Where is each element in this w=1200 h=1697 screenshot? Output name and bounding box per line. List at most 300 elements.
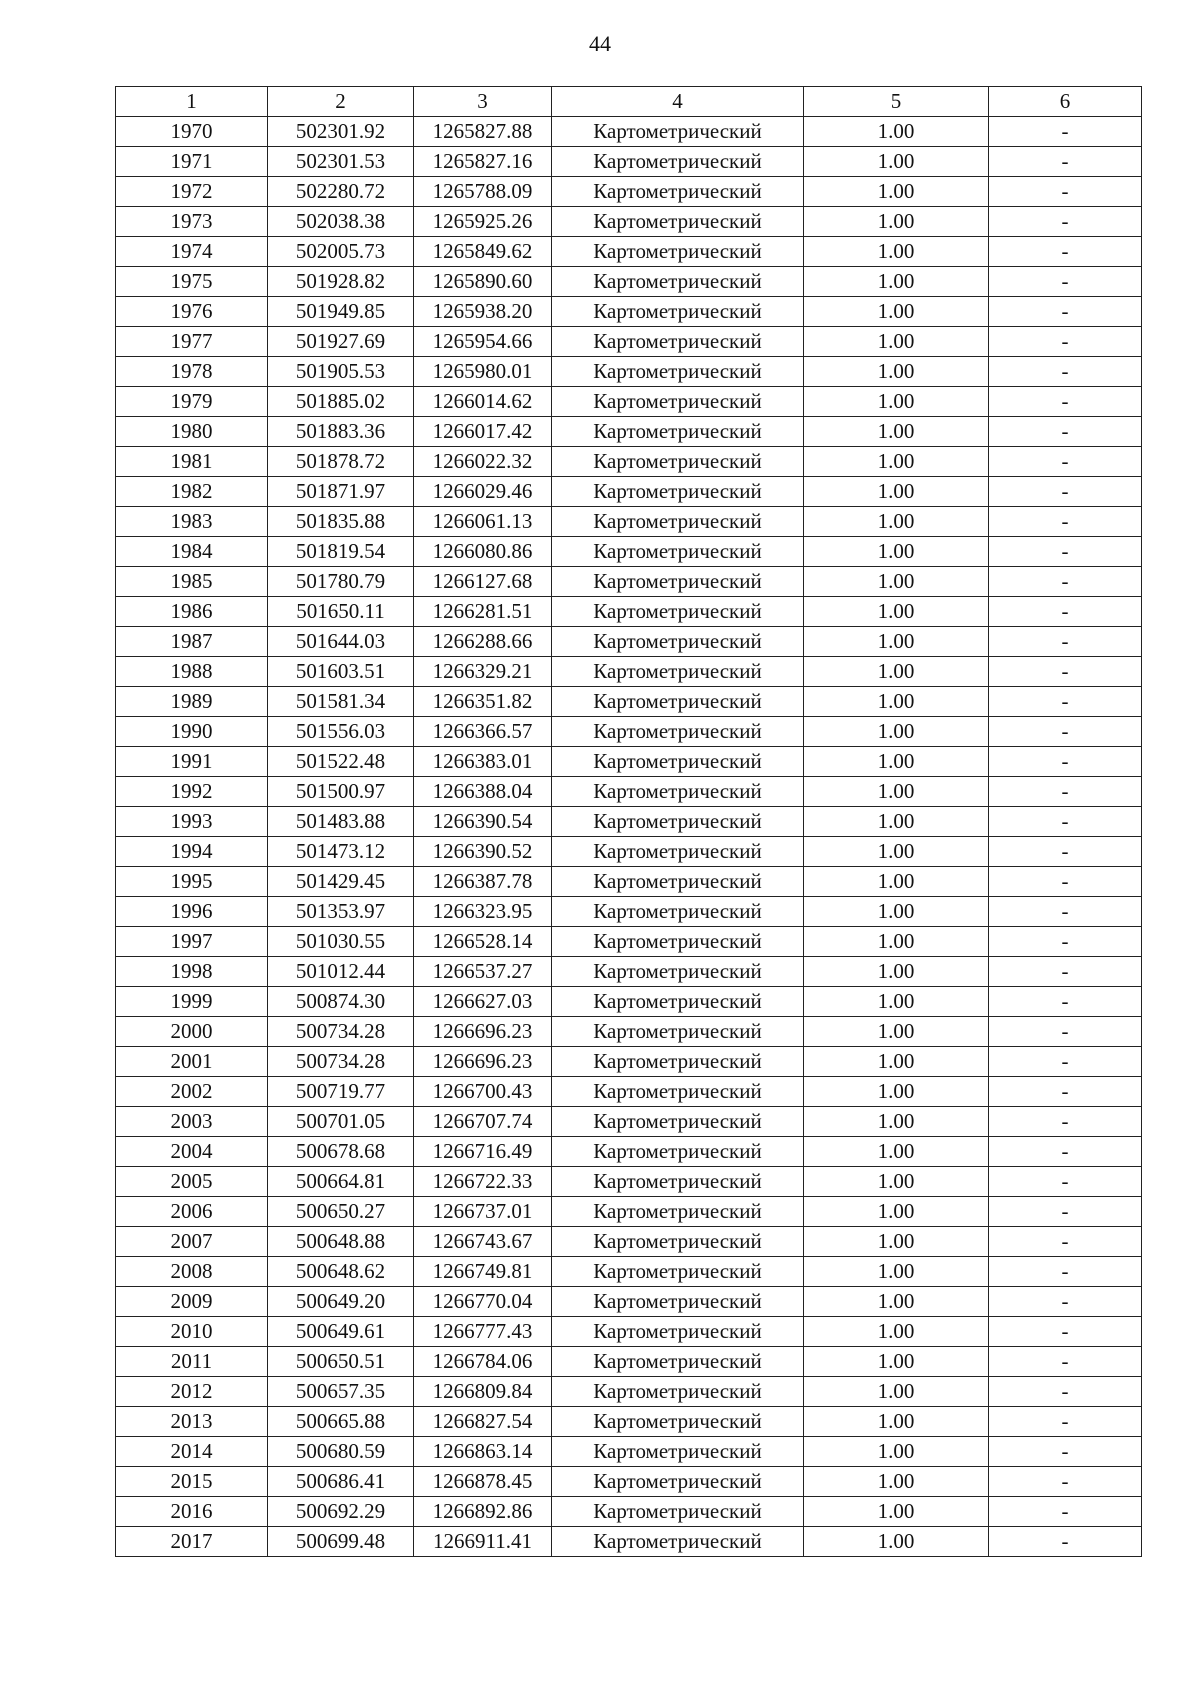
table-row xyxy=(116,117,1142,147)
y-coordinate-cell: 1266029.46 xyxy=(414,477,552,507)
x-coordinate-cell: 500692.29 xyxy=(268,1497,414,1527)
note-cell: - xyxy=(989,897,1142,927)
method-cell: Картометрический xyxy=(552,1167,804,1197)
page-number: 44 xyxy=(589,31,611,56)
header-cell: 1 xyxy=(116,87,268,117)
x-coordinate-cell: 502005.73 xyxy=(268,237,414,267)
note-cell: - xyxy=(989,177,1142,207)
method-cell: Картометрический xyxy=(552,1377,804,1407)
method-cell: Картометрический xyxy=(552,1407,804,1437)
note-cell: - xyxy=(989,657,1142,687)
x-coordinate-cell: 501483.88 xyxy=(268,807,414,837)
note-cell: - xyxy=(989,1377,1142,1407)
x-coordinate-cell: 500680.59 xyxy=(268,1437,414,1467)
accuracy-cell: 1.00 xyxy=(804,1017,989,1047)
table-row xyxy=(116,1527,1142,1557)
point-number-cell: 2016 xyxy=(116,1497,268,1527)
point-number-cell: 2003 xyxy=(116,1107,268,1137)
point-number-cell: 2002 xyxy=(116,1077,268,1107)
table-header-row xyxy=(116,87,1142,117)
y-coordinate-cell: 1266696.23 xyxy=(414,1017,552,1047)
method-cell: Картометрический xyxy=(552,117,804,147)
note-cell: - xyxy=(989,267,1142,297)
point-number-cell: 2013 xyxy=(116,1407,268,1437)
accuracy-cell: 1.00 xyxy=(804,747,989,777)
x-coordinate-cell: 500678.68 xyxy=(268,1137,414,1167)
table-row xyxy=(116,177,1142,207)
table-row xyxy=(116,507,1142,537)
accuracy-cell: 1.00 xyxy=(804,657,989,687)
accuracy-cell: 1.00 xyxy=(804,207,989,237)
x-coordinate-cell: 500664.81 xyxy=(268,1167,414,1197)
method-cell: Картометрический xyxy=(552,147,804,177)
point-number-cell: 2008 xyxy=(116,1257,268,1287)
y-coordinate-cell: 1265788.09 xyxy=(414,177,552,207)
accuracy-cell: 1.00 xyxy=(804,927,989,957)
y-coordinate-cell: 1266878.45 xyxy=(414,1467,552,1497)
y-coordinate-cell: 1266707.74 xyxy=(414,1107,552,1137)
note-cell: - xyxy=(989,687,1142,717)
method-cell: Картометрический xyxy=(552,1497,804,1527)
y-coordinate-cell: 1266911.41 xyxy=(414,1527,552,1557)
y-coordinate-cell: 1266329.21 xyxy=(414,657,552,687)
y-coordinate-cell: 1265938.20 xyxy=(414,297,552,327)
table-row xyxy=(116,327,1142,357)
method-cell: Картометрический xyxy=(552,747,804,777)
note-cell: - xyxy=(989,327,1142,357)
x-coordinate-cell: 501835.88 xyxy=(268,507,414,537)
x-coordinate-cell: 500734.28 xyxy=(268,1047,414,1077)
table-row xyxy=(116,987,1142,1017)
point-number-cell: 1986 xyxy=(116,597,268,627)
x-coordinate-cell: 501556.03 xyxy=(268,717,414,747)
accuracy-cell: 1.00 xyxy=(804,957,989,987)
y-coordinate-cell: 1266863.14 xyxy=(414,1437,552,1467)
y-coordinate-cell: 1266784.06 xyxy=(414,1347,552,1377)
accuracy-cell: 1.00 xyxy=(804,477,989,507)
method-cell: Картометрический xyxy=(552,1527,804,1557)
accuracy-cell: 1.00 xyxy=(804,1407,989,1437)
table-row xyxy=(116,867,1142,897)
x-coordinate-cell: 501878.72 xyxy=(268,447,414,477)
header-cell: 4 xyxy=(552,87,804,117)
point-number-cell: 1983 xyxy=(116,507,268,537)
x-coordinate-cell: 501885.02 xyxy=(268,387,414,417)
method-cell: Картометрический xyxy=(552,897,804,927)
note-cell: - xyxy=(989,567,1142,597)
point-number-cell: 1971 xyxy=(116,147,268,177)
table-row xyxy=(116,1407,1142,1437)
y-coordinate-cell: 1265849.62 xyxy=(414,237,552,267)
y-coordinate-cell: 1266696.23 xyxy=(414,1047,552,1077)
x-coordinate-cell: 500665.88 xyxy=(268,1407,414,1437)
note-cell: - xyxy=(989,717,1142,747)
x-coordinate-cell: 500650.27 xyxy=(268,1197,414,1227)
note-cell: - xyxy=(989,537,1142,567)
note-cell: - xyxy=(989,297,1142,327)
x-coordinate-cell: 500649.61 xyxy=(268,1317,414,1347)
note-cell: - xyxy=(989,1137,1142,1167)
accuracy-cell: 1.00 xyxy=(804,1497,989,1527)
accuracy-cell: 1.00 xyxy=(804,267,989,297)
table-row xyxy=(116,1467,1142,1497)
y-coordinate-cell: 1266777.43 xyxy=(414,1317,552,1347)
y-coordinate-cell: 1266749.81 xyxy=(414,1257,552,1287)
header-cell: 6 xyxy=(989,87,1142,117)
point-number-cell: 2004 xyxy=(116,1137,268,1167)
point-number-cell: 2012 xyxy=(116,1377,268,1407)
x-coordinate-cell: 502301.92 xyxy=(268,117,414,147)
table-row xyxy=(116,1077,1142,1107)
x-coordinate-cell: 500699.48 xyxy=(268,1527,414,1557)
note-cell: - xyxy=(989,1077,1142,1107)
y-coordinate-cell: 1266388.04 xyxy=(414,777,552,807)
accuracy-cell: 1.00 xyxy=(804,507,989,537)
method-cell: Картометрический xyxy=(552,927,804,957)
table-row xyxy=(116,1257,1142,1287)
x-coordinate-cell: 502280.72 xyxy=(268,177,414,207)
x-coordinate-cell: 501030.55 xyxy=(268,927,414,957)
x-coordinate-cell: 500701.05 xyxy=(268,1107,414,1137)
y-coordinate-cell: 1265890.60 xyxy=(414,267,552,297)
table-row xyxy=(116,1107,1142,1137)
point-number-cell: 1975 xyxy=(116,267,268,297)
point-number-cell: 1972 xyxy=(116,177,268,207)
table-row xyxy=(116,387,1142,417)
point-number-cell: 1996 xyxy=(116,897,268,927)
accuracy-cell: 1.00 xyxy=(804,1137,989,1167)
table-row xyxy=(116,597,1142,627)
point-number-cell: 1970 xyxy=(116,117,268,147)
note-cell: - xyxy=(989,807,1142,837)
note-cell: - xyxy=(989,627,1142,657)
accuracy-cell: 1.00 xyxy=(804,1167,989,1197)
point-number-cell: 2011 xyxy=(116,1347,268,1377)
method-cell: Картометрический xyxy=(552,1467,804,1497)
y-coordinate-cell: 1265827.16 xyxy=(414,147,552,177)
table-row xyxy=(116,717,1142,747)
y-coordinate-cell: 1266127.68 xyxy=(414,567,552,597)
method-cell: Картометрический xyxy=(552,1137,804,1167)
y-coordinate-cell: 1266390.52 xyxy=(414,837,552,867)
method-cell: Картометрический xyxy=(552,1437,804,1467)
point-number-cell: 1979 xyxy=(116,387,268,417)
y-coordinate-cell: 1266892.86 xyxy=(414,1497,552,1527)
note-cell: - xyxy=(989,207,1142,237)
point-number-cell: 1978 xyxy=(116,357,268,387)
accuracy-cell: 1.00 xyxy=(804,327,989,357)
note-cell: - xyxy=(989,987,1142,1017)
table-row xyxy=(116,837,1142,867)
note-cell: - xyxy=(989,147,1142,177)
x-coordinate-cell: 501905.53 xyxy=(268,357,414,387)
table-row xyxy=(116,627,1142,657)
table-row xyxy=(116,1167,1142,1197)
x-coordinate-cell: 500648.88 xyxy=(268,1227,414,1257)
y-coordinate-cell: 1266537.27 xyxy=(414,957,552,987)
method-cell: Картометрический xyxy=(552,297,804,327)
accuracy-cell: 1.00 xyxy=(804,537,989,567)
method-cell: Картометрический xyxy=(552,597,804,627)
point-number-cell: 2001 xyxy=(116,1047,268,1077)
accuracy-cell: 1.00 xyxy=(804,627,989,657)
note-cell: - xyxy=(989,477,1142,507)
table-row xyxy=(116,417,1142,447)
method-cell: Картометрический xyxy=(552,207,804,237)
header-cell: 2 xyxy=(268,87,414,117)
note-cell: - xyxy=(989,777,1142,807)
note-cell: - xyxy=(989,1287,1142,1317)
y-coordinate-cell: 1265980.01 xyxy=(414,357,552,387)
accuracy-cell: 1.00 xyxy=(804,1257,989,1287)
point-number-cell: 1988 xyxy=(116,657,268,687)
method-cell: Картометрический xyxy=(552,1317,804,1347)
point-number-cell: 2007 xyxy=(116,1227,268,1257)
method-cell: Картометрический xyxy=(552,687,804,717)
x-coordinate-cell: 501927.69 xyxy=(268,327,414,357)
point-number-cell: 1984 xyxy=(116,537,268,567)
point-number-cell: 2006 xyxy=(116,1197,268,1227)
point-number-cell: 2000 xyxy=(116,1017,268,1047)
y-coordinate-cell: 1266743.67 xyxy=(414,1227,552,1257)
y-coordinate-cell: 1266528.14 xyxy=(414,927,552,957)
accuracy-cell: 1.00 xyxy=(804,147,989,177)
x-coordinate-cell: 500686.41 xyxy=(268,1467,414,1497)
note-cell: - xyxy=(989,387,1142,417)
y-coordinate-cell: 1266281.51 xyxy=(414,597,552,627)
note-cell: - xyxy=(989,1227,1142,1257)
accuracy-cell: 1.00 xyxy=(804,1287,989,1317)
x-coordinate-cell: 500649.20 xyxy=(268,1287,414,1317)
accuracy-cell: 1.00 xyxy=(804,237,989,267)
point-number-cell: 1993 xyxy=(116,807,268,837)
note-cell: - xyxy=(989,747,1142,777)
table-row xyxy=(116,1317,1142,1347)
table-row xyxy=(116,357,1142,387)
y-coordinate-cell: 1266809.84 xyxy=(414,1377,552,1407)
table-row xyxy=(116,237,1142,267)
method-cell: Картометрический xyxy=(552,1227,804,1257)
x-coordinate-cell: 501650.11 xyxy=(268,597,414,627)
note-cell: - xyxy=(989,1167,1142,1197)
note-cell: - xyxy=(989,1497,1142,1527)
x-coordinate-cell: 501500.97 xyxy=(268,777,414,807)
method-cell: Картометрический xyxy=(552,1287,804,1317)
table-row xyxy=(116,477,1142,507)
y-coordinate-cell: 1266627.03 xyxy=(414,987,552,1017)
point-number-cell: 1982 xyxy=(116,477,268,507)
table-row xyxy=(116,897,1142,927)
x-coordinate-cell: 501603.51 xyxy=(268,657,414,687)
method-cell: Картометрический xyxy=(552,1197,804,1227)
table-row xyxy=(116,267,1142,297)
point-number-cell: 1997 xyxy=(116,927,268,957)
note-cell: - xyxy=(989,597,1142,627)
x-coordinate-cell: 501581.34 xyxy=(268,687,414,717)
table-row xyxy=(116,747,1142,777)
point-number-cell: 1995 xyxy=(116,867,268,897)
y-coordinate-cell: 1266351.82 xyxy=(414,687,552,717)
point-number-cell: 1977 xyxy=(116,327,268,357)
note-cell: - xyxy=(989,1197,1142,1227)
y-coordinate-cell: 1266288.66 xyxy=(414,627,552,657)
table-row xyxy=(116,1497,1142,1527)
table-row xyxy=(116,1227,1142,1257)
coordinates-table xyxy=(115,86,1142,1557)
table-row xyxy=(116,1017,1142,1047)
method-cell: Картометрический xyxy=(552,327,804,357)
table-row xyxy=(116,447,1142,477)
note-cell: - xyxy=(989,957,1142,987)
y-coordinate-cell: 1266080.86 xyxy=(414,537,552,567)
accuracy-cell: 1.00 xyxy=(804,117,989,147)
x-coordinate-cell: 501780.79 xyxy=(268,567,414,597)
point-number-cell: 2009 xyxy=(116,1287,268,1317)
method-cell: Картометрический xyxy=(552,777,804,807)
note-cell: - xyxy=(989,837,1142,867)
header-cell: 5 xyxy=(804,87,989,117)
note-cell: - xyxy=(989,867,1142,897)
point-number-cell: 1998 xyxy=(116,957,268,987)
accuracy-cell: 1.00 xyxy=(804,987,989,1017)
note-cell: - xyxy=(989,1047,1142,1077)
method-cell: Картометрический xyxy=(552,477,804,507)
accuracy-cell: 1.00 xyxy=(804,1347,989,1377)
accuracy-cell: 1.00 xyxy=(804,1077,989,1107)
accuracy-cell: 1.00 xyxy=(804,357,989,387)
note-cell: - xyxy=(989,117,1142,147)
table-row xyxy=(116,567,1142,597)
accuracy-cell: 1.00 xyxy=(804,687,989,717)
method-cell: Картометрический xyxy=(552,567,804,597)
accuracy-cell: 1.00 xyxy=(804,717,989,747)
accuracy-cell: 1.00 xyxy=(804,1107,989,1137)
accuracy-cell: 1.00 xyxy=(804,1527,989,1557)
note-cell: - xyxy=(989,507,1142,537)
table-row xyxy=(116,1377,1142,1407)
accuracy-cell: 1.00 xyxy=(804,1437,989,1467)
y-coordinate-cell: 1266017.42 xyxy=(414,417,552,447)
method-cell: Картометрический xyxy=(552,807,804,837)
x-coordinate-cell: 500734.28 xyxy=(268,1017,414,1047)
method-cell: Картометрический xyxy=(552,357,804,387)
accuracy-cell: 1.00 xyxy=(804,1467,989,1497)
table-row xyxy=(116,1197,1142,1227)
accuracy-cell: 1.00 xyxy=(804,1047,989,1077)
note-cell: - xyxy=(989,1347,1142,1377)
accuracy-cell: 1.00 xyxy=(804,567,989,597)
point-number-cell: 1980 xyxy=(116,417,268,447)
note-cell: - xyxy=(989,1017,1142,1047)
y-coordinate-cell: 1266390.54 xyxy=(414,807,552,837)
method-cell: Картометрический xyxy=(552,507,804,537)
y-coordinate-cell: 1266387.78 xyxy=(414,867,552,897)
y-coordinate-cell: 1266700.43 xyxy=(414,1077,552,1107)
accuracy-cell: 1.00 xyxy=(804,1377,989,1407)
point-number-cell: 2015 xyxy=(116,1467,268,1497)
x-coordinate-cell: 501883.36 xyxy=(268,417,414,447)
point-number-cell: 1974 xyxy=(116,237,268,267)
method-cell: Картометрический xyxy=(552,387,804,417)
x-coordinate-cell: 501871.97 xyxy=(268,477,414,507)
y-coordinate-cell: 1266061.13 xyxy=(414,507,552,537)
point-number-cell: 2017 xyxy=(116,1527,268,1557)
note-cell: - xyxy=(989,1107,1142,1137)
y-coordinate-cell: 1266323.95 xyxy=(414,897,552,927)
x-coordinate-cell: 501949.85 xyxy=(268,297,414,327)
method-cell: Картометрический xyxy=(552,417,804,447)
method-cell: Картометрический xyxy=(552,1017,804,1047)
table-row xyxy=(116,1437,1142,1467)
point-number-cell: 1985 xyxy=(116,567,268,597)
y-coordinate-cell: 1265954.66 xyxy=(414,327,552,357)
method-cell: Картометрический xyxy=(552,657,804,687)
x-coordinate-cell: 501429.45 xyxy=(268,867,414,897)
x-coordinate-cell: 500650.51 xyxy=(268,1347,414,1377)
point-number-cell: 1990 xyxy=(116,717,268,747)
table-row xyxy=(116,537,1142,567)
y-coordinate-cell: 1266366.57 xyxy=(414,717,552,747)
table-row xyxy=(116,207,1142,237)
point-number-cell: 1991 xyxy=(116,747,268,777)
x-coordinate-cell: 500657.35 xyxy=(268,1377,414,1407)
note-cell: - xyxy=(989,1317,1142,1347)
note-cell: - xyxy=(989,357,1142,387)
accuracy-cell: 1.00 xyxy=(804,867,989,897)
note-cell: - xyxy=(989,927,1142,957)
note-cell: - xyxy=(989,1527,1142,1557)
accuracy-cell: 1.00 xyxy=(804,1227,989,1257)
x-coordinate-cell: 501012.44 xyxy=(268,957,414,987)
x-coordinate-cell: 501522.48 xyxy=(268,747,414,777)
table-row xyxy=(116,1047,1142,1077)
x-coordinate-cell: 501473.12 xyxy=(268,837,414,867)
method-cell: Картометрический xyxy=(552,1107,804,1137)
table-row xyxy=(116,297,1142,327)
accuracy-cell: 1.00 xyxy=(804,177,989,207)
accuracy-cell: 1.00 xyxy=(804,897,989,927)
method-cell: Картометрический xyxy=(552,717,804,747)
method-cell: Картометрический xyxy=(552,1077,804,1107)
x-coordinate-cell: 502038.38 xyxy=(268,207,414,237)
method-cell: Картометрический xyxy=(552,267,804,297)
x-coordinate-cell: 500719.77 xyxy=(268,1077,414,1107)
x-coordinate-cell: 501353.97 xyxy=(268,897,414,927)
table-row xyxy=(116,1347,1142,1377)
header-cell: 3 xyxy=(414,87,552,117)
accuracy-cell: 1.00 xyxy=(804,447,989,477)
accuracy-cell: 1.00 xyxy=(804,777,989,807)
point-number-cell: 1973 xyxy=(116,207,268,237)
note-cell: - xyxy=(989,447,1142,477)
table-row xyxy=(116,147,1142,177)
point-number-cell: 2005 xyxy=(116,1167,268,1197)
table-row xyxy=(116,1137,1142,1167)
point-number-cell: 1987 xyxy=(116,627,268,657)
table-row xyxy=(116,957,1142,987)
y-coordinate-cell: 1266716.49 xyxy=(414,1137,552,1167)
method-cell: Картометрический xyxy=(552,987,804,1017)
table-row xyxy=(116,657,1142,687)
accuracy-cell: 1.00 xyxy=(804,297,989,327)
accuracy-cell: 1.00 xyxy=(804,1317,989,1347)
note-cell: - xyxy=(989,1467,1142,1497)
method-cell: Картометрический xyxy=(552,237,804,267)
y-coordinate-cell: 1266722.33 xyxy=(414,1167,552,1197)
method-cell: Картометрический xyxy=(552,867,804,897)
y-coordinate-cell: 1266827.54 xyxy=(414,1407,552,1437)
method-cell: Картометрический xyxy=(552,537,804,567)
